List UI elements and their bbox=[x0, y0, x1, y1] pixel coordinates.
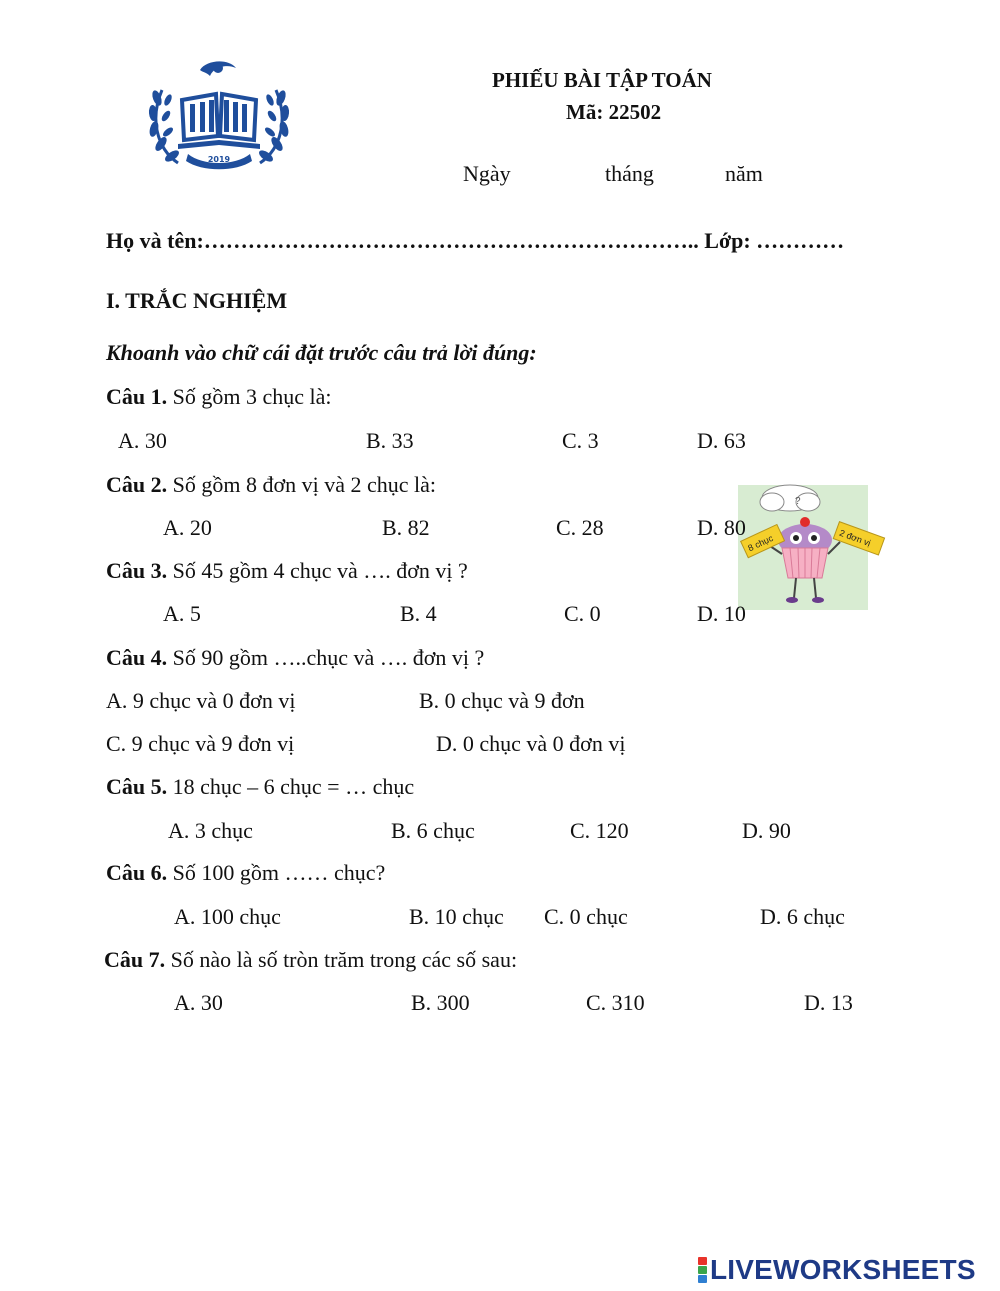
option-5b[interactable]: B. 6 chục bbox=[391, 818, 475, 843]
option-3d[interactable]: D. 10 bbox=[697, 601, 746, 626]
option-1a[interactable]: A. 30 bbox=[118, 428, 167, 453]
option-4b[interactable]: B. 0 chục và 9 đơn bbox=[419, 688, 585, 713]
question-number: Câu 1. bbox=[106, 384, 168, 409]
brand-blocks-icon bbox=[698, 1257, 707, 1283]
option-6d[interactable]: D. 6 chục bbox=[760, 904, 845, 929]
worksheet-title: PHIẾU BÀI TẬP TOÁN bbox=[492, 68, 712, 92]
svg-text:2019: 2019 bbox=[207, 155, 231, 164]
worksheet-code: Mã: 22502 bbox=[566, 100, 662, 124]
question-7 bbox=[104, 947, 517, 973]
question-text: Số gồm 8 đơn vị và 2 chục là: bbox=[167, 472, 437, 497]
option-5d[interactable]: D. 90 bbox=[742, 818, 791, 843]
option-6c[interactable]: C. 0 chục bbox=[544, 904, 628, 929]
year-label: năm bbox=[725, 161, 763, 186]
option-3a[interactable]: A. 5 bbox=[163, 601, 201, 626]
option-4c[interactable]: C. 9 chục và 9 đơn vị bbox=[106, 731, 295, 756]
option-1b[interactable]: B. 33 bbox=[366, 428, 414, 453]
question-number: Câu 7. bbox=[104, 947, 166, 972]
brand-name: LIVEWORKSHEETS bbox=[710, 1254, 976, 1285]
option-2a[interactable]: A. 20 bbox=[163, 515, 212, 540]
question-number: Câu 4. bbox=[106, 645, 168, 670]
option-6b[interactable]: B. 10 chục bbox=[409, 904, 504, 929]
question-4 bbox=[106, 645, 484, 671]
question-text: Số 90 gồm …..chục và …. đơn vị ? bbox=[167, 645, 485, 670]
section-title: I. TRẮC NGHIỆM bbox=[106, 288, 288, 313]
option-7c[interactable]: C. 310 bbox=[586, 990, 645, 1015]
option-6a[interactable]: A. 100 chục bbox=[174, 904, 281, 929]
option-7a[interactable]: A. 30 bbox=[174, 990, 223, 1015]
question-3 bbox=[106, 558, 468, 584]
option-7d[interactable]: D. 13 bbox=[804, 990, 853, 1015]
option-7b[interactable]: B. 300 bbox=[411, 990, 470, 1015]
option-5c[interactable]: C. 120 bbox=[570, 818, 629, 843]
option-1d[interactable]: D. 63 bbox=[697, 428, 746, 453]
name-class-field[interactable]: Họ và tên:………………………………………………………….. Lớp: ………… bbox=[106, 228, 845, 253]
option-1c[interactable]: C. 3 bbox=[562, 428, 599, 453]
question-number: Câu 2. bbox=[106, 472, 168, 497]
liveworksheets-logo[interactable] bbox=[698, 1256, 976, 1284]
svg-text:?: ? bbox=[795, 496, 801, 507]
cupcake-illustration bbox=[738, 480, 893, 610]
question-5 bbox=[106, 774, 414, 800]
option-2c[interactable]: C. 28 bbox=[556, 515, 604, 540]
question-number: Câu 3. bbox=[106, 558, 168, 583]
option-3b[interactable]: B. 4 bbox=[400, 601, 437, 626]
section-instruction: Khoanh vào chữ cái đặt trước câu trả lời đúng: bbox=[106, 340, 537, 365]
question-number: Câu 6. bbox=[106, 860, 168, 885]
question-number: Câu 5. bbox=[106, 774, 168, 799]
option-4a[interactable]: A. 9 chục và 0 đơn vị bbox=[106, 688, 296, 713]
question-text: 18 chục – 6 chục = … chục bbox=[167, 774, 415, 799]
label-units: 2 đơn vị bbox=[838, 527, 872, 549]
option-2d[interactable]: D. 80 bbox=[697, 515, 746, 540]
question-6 bbox=[106, 860, 385, 886]
question-text: Số 45 gồm 4 chục và …. đơn vị ? bbox=[167, 558, 468, 583]
question-text: Số 100 gồm …… chục? bbox=[167, 860, 386, 885]
option-4d[interactable]: D. 0 chục và 0 đơn vị bbox=[436, 731, 626, 756]
day-label: Ngày bbox=[463, 161, 511, 186]
question-text: Số nào là số tròn trăm trong các số sau: bbox=[165, 947, 518, 972]
option-2b[interactable]: B. 82 bbox=[382, 515, 430, 540]
question-1 bbox=[106, 384, 332, 410]
option-5a[interactable]: A. 3 chục bbox=[168, 818, 253, 843]
question-text: Số gồm 3 chục là: bbox=[167, 384, 332, 409]
question-2 bbox=[106, 472, 436, 498]
label-tens: 8 chục bbox=[746, 533, 775, 554]
option-3c[interactable]: C. 0 bbox=[564, 601, 601, 626]
month-label: tháng bbox=[605, 161, 654, 186]
school-logo bbox=[148, 58, 290, 172]
